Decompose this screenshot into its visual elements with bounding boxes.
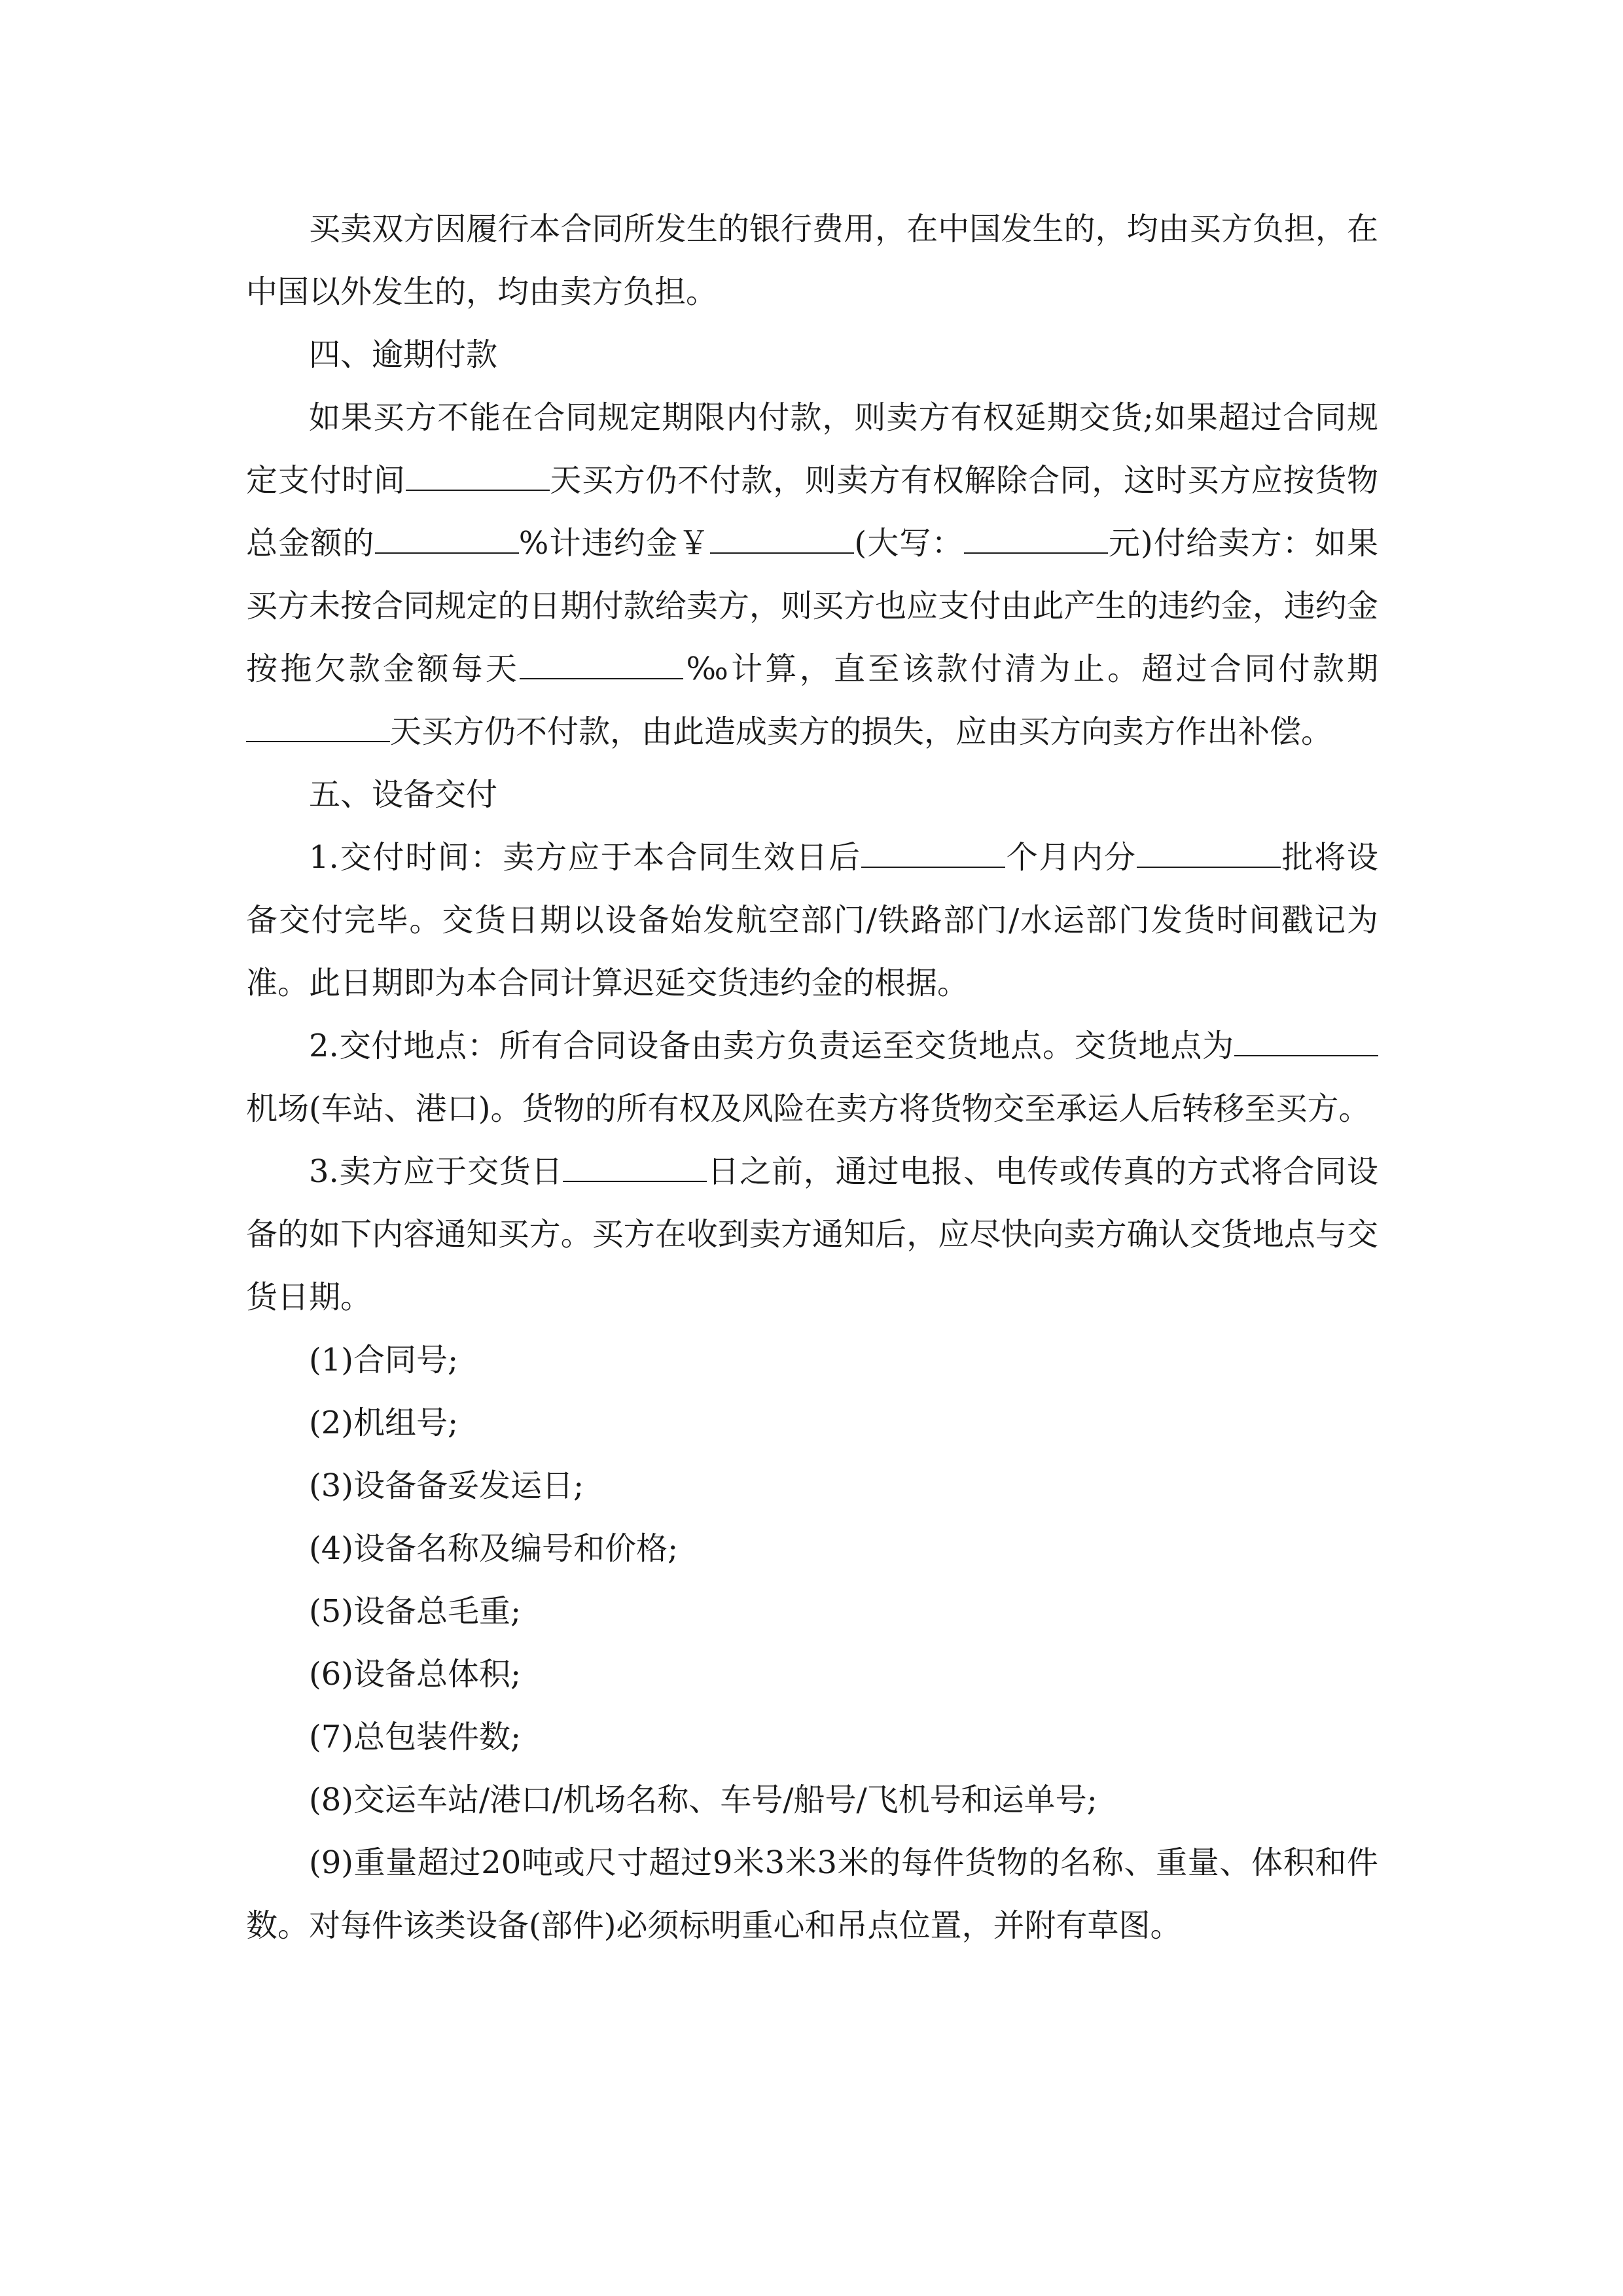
text-segment: %计违约金￥ xyxy=(518,525,711,562)
fill-blank[interactable] xyxy=(406,463,550,491)
list-item: (6)设备总体积; xyxy=(309,1656,522,1693)
fill-blank[interactable] xyxy=(1137,840,1281,868)
fill-blank[interactable] xyxy=(710,526,854,554)
item-delivery-notice xyxy=(246,1140,1378,1329)
list-item: (7)总包装件数; xyxy=(309,1719,522,1755)
text-segment: 1.交付时间：卖方应于本合同生效日后 xyxy=(309,839,861,876)
fill-blank[interactable] xyxy=(246,715,390,742)
list-item: (5)设备总毛重; xyxy=(309,1593,522,1630)
text-segment: 机场(车站、港口)。货物的所有权及风险在卖方将货物交至承运人后转移至买方。 xyxy=(246,1090,1370,1127)
heading-equipment-delivery: 五、设备交付 xyxy=(309,776,498,813)
text-segment: (大写： xyxy=(854,525,964,562)
text-segment: 3.卖方应于交货日 xyxy=(309,1153,563,1190)
fill-blank[interactable] xyxy=(520,652,683,679)
text-segment: 如果买方不能在合同规定期限内付款，则卖方有权延期交货;如果超过合同规定支付时间 xyxy=(246,399,1378,499)
text-segment: 元)付给卖方：如果买方未按合同规定的日期付款给卖方，则买方也应支付由此产生的违约金，违约金按拖欠款金额每天 xyxy=(246,525,1378,687)
item-delivery-time xyxy=(246,826,1378,1014)
paragraph-overdue-payment xyxy=(246,386,1378,763)
fill-blank[interactable] xyxy=(375,526,519,554)
list-item: (1)合同号; xyxy=(309,1342,459,1378)
text-segment: 批将设备交付完毕。交货日期以设备始发航空部门/铁路部门/水运部门发货时间戳记为准。此日期即为本合同计算迟延交货违约金的根据。 xyxy=(246,839,1378,1001)
list-item: (8)交运车站/港口/机场名称、车号/船号/飞机号和运单号; xyxy=(309,1782,1097,1818)
text-segment: 天买方仍不付款，则卖方有权解除合同，这时买方应按货物总金额的 xyxy=(246,462,1378,562)
text-segment: 2.交付地点：所有合同设备由卖方负责运至交货地点。交货地点为 xyxy=(309,1028,1234,1064)
list-item: (4)设备名称及编号和价格; xyxy=(309,1530,679,1567)
item-delivery-place xyxy=(246,1014,1378,1140)
list-item: (2)机组号; xyxy=(309,1405,459,1441)
fill-blank[interactable] xyxy=(964,526,1108,554)
text-segment: 个月内分 xyxy=(1005,839,1137,876)
list-item: (9)重量超过20吨或尺寸超过9米3米3米的每件货物的名称、重量、体积和件数。对每件该类设备(部件)必须标明重心和吊点位置，并附有草图。 xyxy=(246,1844,1378,1944)
heading-overdue-payment: 四、逾期付款 xyxy=(309,336,498,373)
text-segment: 日之前，通过电报、电传或传真的方式将合同设备的如下内容通知买方。买方在收到卖方通知后，应尽快向卖方确认交货地点与交货日期。 xyxy=(246,1153,1378,1316)
document-body xyxy=(246,198,1378,1957)
paragraph-bank-fees: 买卖双方因履行本合同所发生的银行费用，在中国发生的，均由买方负担，在中国以外发生的，均由卖方负担。 xyxy=(246,211,1378,310)
fill-blank[interactable] xyxy=(563,1155,707,1182)
fill-blank[interactable] xyxy=(861,840,1005,868)
list-item: (3)设备备妥发运日; xyxy=(309,1467,584,1504)
fill-blank[interactable] xyxy=(1234,1029,1378,1056)
text-segment: ‰计算，直至该款付清为止。超过合同付款期 xyxy=(683,651,1378,687)
text-segment: 天买方仍不付款，由此造成卖方的损失，应由买方向卖方作出补偿。 xyxy=(390,713,1333,750)
